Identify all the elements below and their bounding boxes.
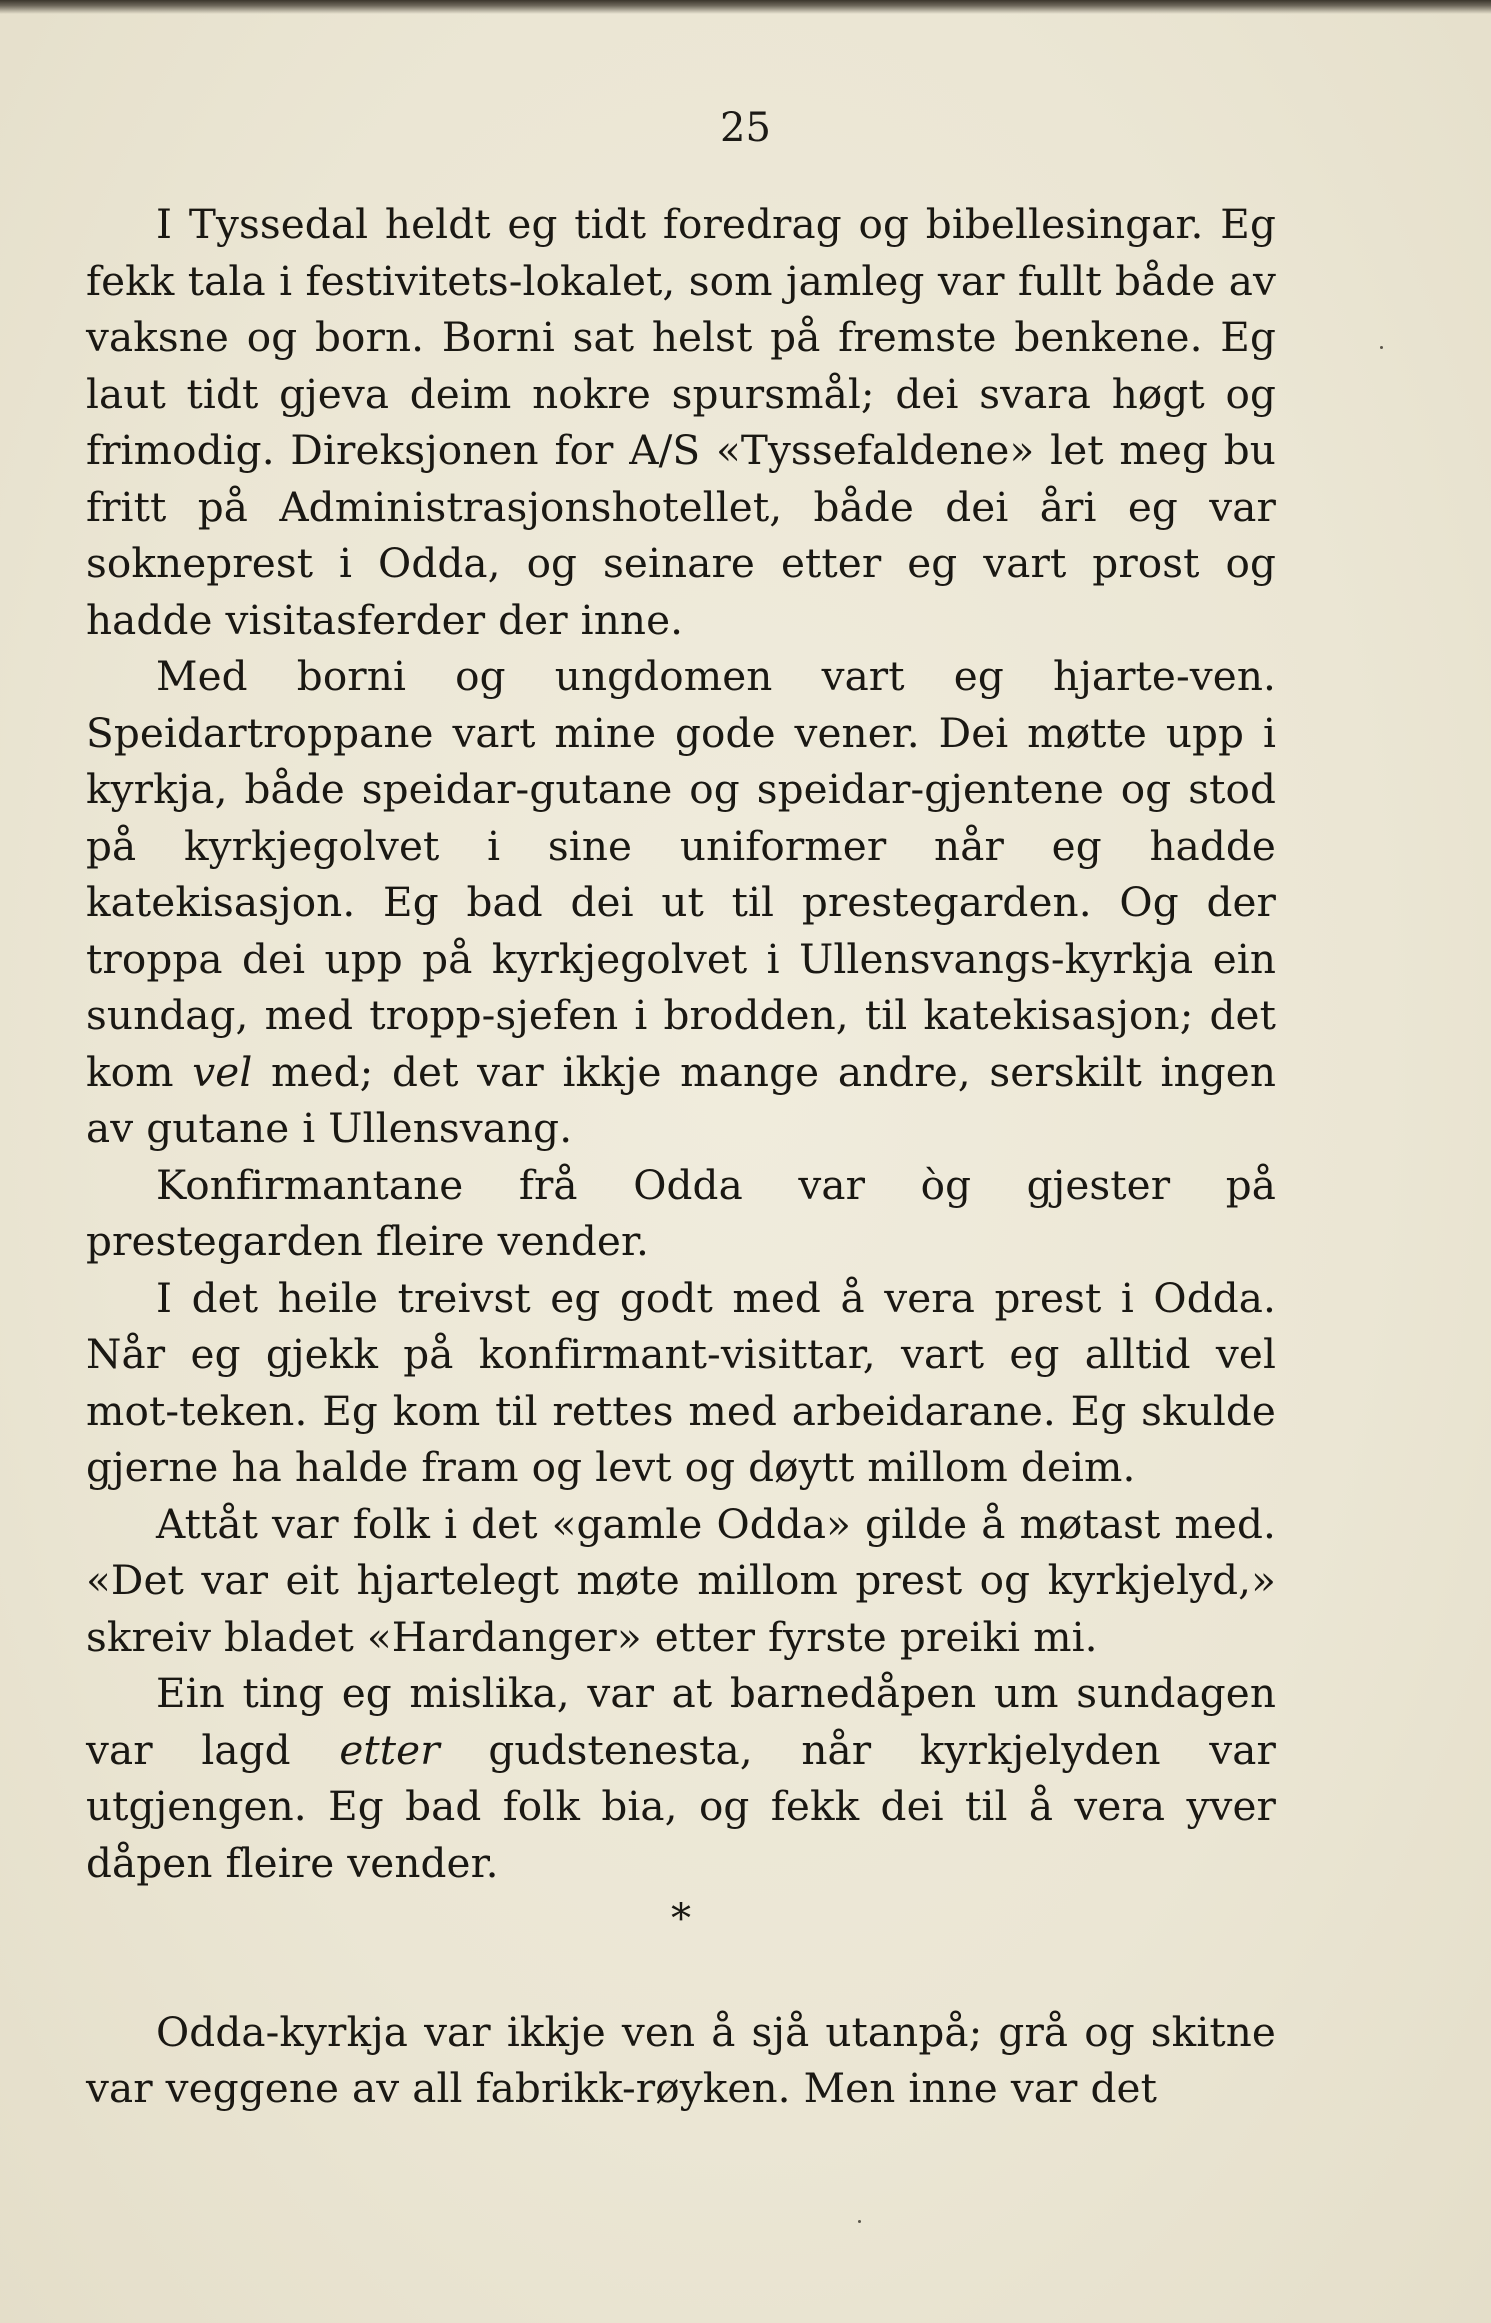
text-run: I Tyssedal heldt eg tidt foredrag og bibellesingar. Eg fekk tala i festivitets-lokalet, som jamleg var fullt både av vaksne og born. Borni sat helst på fremste benkene. Eg laut tidt gjeva deim nokre spursmål; dei svara høgt og frimodig. Direksjonen for A/S «Tyssefaldene» let meg bu fritt på Administrasjonshotellet, både dei åri eg var sokneprest i Odda, og seinare etter eg vart prost og hadde visitasferder der inne. (86, 200, 1276, 644)
text-run: med; det var ikkje mange andre, serskilt ingen av gutane i Ullensvang. (86, 1047, 1276, 1152)
paragraphs-after-separator (86, 2004, 1276, 2117)
text-run: Ein ting eg mislika, var at barnedåpen um sundagen var lagd (86, 1669, 1276, 1774)
page-speck (1380, 346, 1383, 349)
section-separator: * (671, 1896, 691, 1942)
paragraph (86, 2004, 1276, 2117)
text-run: I det heile treivst eg godt med å vera prest i Odda. Når eg gjekk på konfirmant-visittar, vart eg alltid vel mot-teken. Eg kom til rettes med arbeidarane. Eg skulde gjerne ha halde fram og levt og døytt millom deim. (86, 1273, 1276, 1491)
page-speck (858, 2220, 861, 2223)
paragraph (86, 1157, 1276, 1270)
paragraph (86, 648, 1276, 1157)
paragraphs (86, 196, 1276, 1891)
paragraph (86, 196, 1276, 648)
paragraph (86, 1496, 1276, 1666)
page-top-edge (0, 0, 1491, 14)
italic-text: vel (192, 1047, 253, 1096)
text-run: Odda-kyrkja var ikkje ven å sjå utanpå; grå og skitne var veggene av all fabrikk-røyken. Men inne var det (86, 2007, 1276, 2112)
paragraph (86, 1270, 1276, 1496)
text-run: Konfirmantane frå Odda var òg gjester på prestegarden fleire vender. (86, 1160, 1276, 1265)
text-run: Attåt var folk i det «gamle Odda» gilde å møtast med. «Det var eit hjartelegt møte millom prest og kyrkjelyd,» skreiv bladet «Hardanger» etter fyrste preiki mi. (86, 1499, 1276, 1661)
text-run: Med borni og ungdomen vart eg hjarte-ven. Speidartroppane vart mine gode vener. Dei møtte upp i kyrkja, både speidar-gutane og speidar-gjentene og stod på kyrkjegolvet i sine uniformer når eg hadde katekisasjon. Eg bad dei ut til prestegarden. Og der troppa dei upp på kyrkjegolvet i Ullensvangs-kyrkja ein sundag, med tropp-sjefen i brodden, til katekisasjon; det kom (86, 652, 1276, 1096)
italic-text: etter (339, 1725, 440, 1774)
text-run: gudstenesta, når kyrkjelyden var utgjengen. Eg bad folk bia, og fekk dei til å vera yver dåpen fleire vender. (86, 1725, 1276, 1887)
paragraph (86, 1665, 1276, 1891)
page-number: 25 (720, 105, 771, 151)
body-text (86, 196, 1276, 2117)
